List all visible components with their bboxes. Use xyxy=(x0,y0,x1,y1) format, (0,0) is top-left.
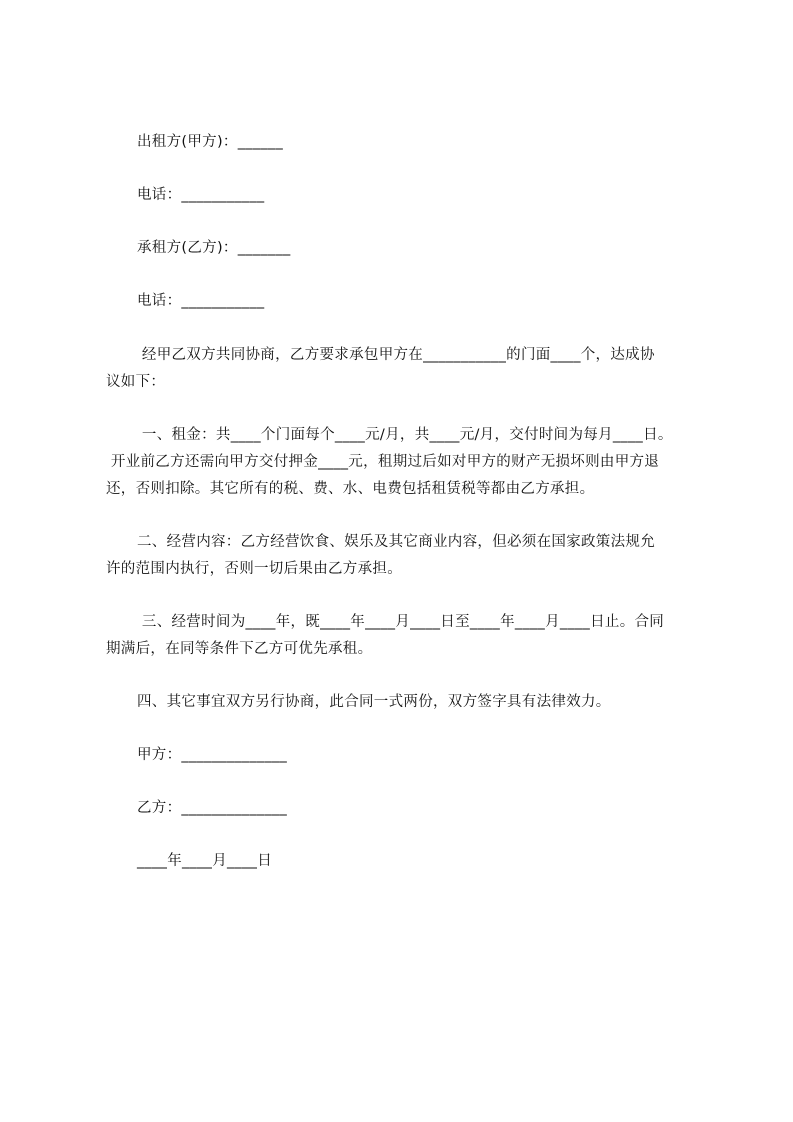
lessee-line: 承租方(乙方)：_______ xyxy=(137,240,291,256)
clause2-line-2: 许的范围内执行，否则一切后果由乙方承担。 xyxy=(106,561,402,577)
intro-line-1: 经甲乙双方共同协商，乙方要求承包甲方在___________的门面____个，达成协 xyxy=(137,347,655,363)
clause4-line: 四、其它事宜双方另行协商，此合同一式两份，双方签字具有法律效力。 xyxy=(137,694,611,710)
intro-line-2: 议如下： xyxy=(106,374,166,390)
clause1-line-3: 还，否则扣除。其它所有的税、费、水、电费包括租赁税等都由乙方承担。 xyxy=(106,481,595,497)
lessee-phone-line: 电话：___________ xyxy=(137,293,265,309)
clause2-line-1: 二、经营内容：乙方经营饮食、娱乐及其它商业内容，但必须在国家政策法规允 xyxy=(137,534,655,550)
clause1-line-1: 一、租金：共____个门面每个____元/月，共____元/月，交付时间为每月____日。 xyxy=(137,427,673,443)
clause3-line-1: 三、经营时间为____年，既____年____月____日至____年____月____日止。合同 xyxy=(137,614,665,630)
lessor-phone-line: 电话：___________ xyxy=(137,187,265,203)
signature-party-b: 乙方：______________ xyxy=(137,800,288,816)
signature-party-a: 甲方：______________ xyxy=(137,747,288,763)
signing-date: ____年____月____日 xyxy=(137,853,272,869)
clause1-line-2: 开业前乙方还需向甲方交付押金____元，租期过后如对甲方的财产无损坏则由甲方退 xyxy=(106,454,660,470)
lessor-line: 出租方(甲方)：______ xyxy=(137,134,284,150)
clause3-line-2: 期满后，在同等条件下乙方可优先承租。 xyxy=(106,641,373,657)
